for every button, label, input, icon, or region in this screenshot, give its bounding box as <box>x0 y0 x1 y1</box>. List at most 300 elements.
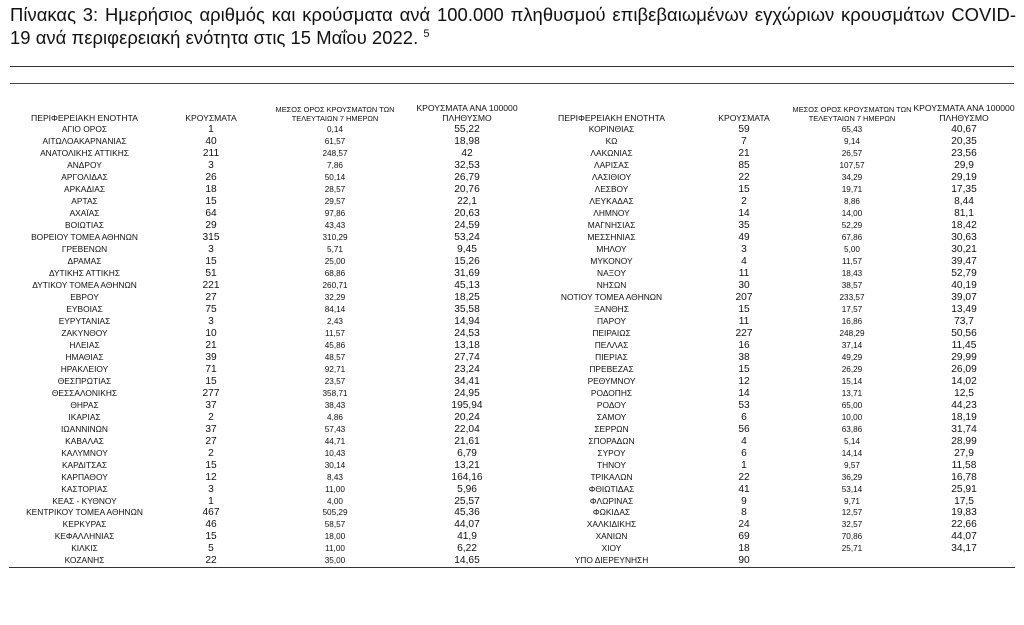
right-region-cell: ΝΗΣΩΝ <box>596 280 627 291</box>
right-avg7-cell: 70,86 <box>841 532 863 542</box>
table-row <box>9 387 1015 399</box>
table-row <box>9 304 1015 316</box>
left-per100k-cell: 31,69 <box>454 268 480 280</box>
left-per100k-cell: 27,74 <box>454 351 480 363</box>
covid-cases-table <box>9 103 1015 568</box>
left-cases-cell: 221 <box>202 280 220 292</box>
left-avg7-cell: 18,00 <box>324 532 346 542</box>
right-cases-cell: 49 <box>738 232 750 244</box>
right-avg7-cell: 26,57 <box>841 149 863 159</box>
left-avg7-cell: 260,71 <box>322 281 348 291</box>
right-avg7-cell: 248,29 <box>839 328 865 338</box>
table-row <box>9 256 1015 268</box>
right-cases-cell: 14 <box>738 208 750 220</box>
right-cases-cell: 22 <box>738 471 750 483</box>
left-avg7-cell: 45,86 <box>324 340 346 350</box>
right-avg7-cell: 37,14 <box>841 340 863 350</box>
right-cases-cell: 69 <box>738 531 750 543</box>
right-per100k-cell <box>913 555 1015 567</box>
left-cases-cell: 39 <box>205 351 217 363</box>
right-per100k-cell: 11,45 <box>951 339 977 351</box>
left-avg7-cell: 48,57 <box>324 352 346 362</box>
left-per100k-cell: 24,53 <box>454 327 480 339</box>
right-region-cell: ΦΩΚΙΔΑΣ <box>592 507 631 518</box>
right-avg7-cell: 107,57 <box>839 161 865 171</box>
left-per100k-cell: 45,13 <box>454 280 480 292</box>
right-avg7-cell: 32,57 <box>841 520 863 530</box>
left-region-cell: ΔΡΑΜΑΣ <box>67 256 102 267</box>
right-per100k-cell: 30,63 <box>951 232 977 244</box>
table-row <box>9 531 1015 543</box>
left-region-cell: ΔΥΤΙΚΗΣ ΑΤΤΙΚΗΣ <box>48 268 120 279</box>
left-per100k-cell: 42 <box>461 148 473 160</box>
header-rule <box>10 83 1014 84</box>
right-region-cell: ΝΑΞΟΥ <box>597 268 626 279</box>
right-per100k-cell: 26,09 <box>951 363 977 375</box>
right-region-cell: ΜΗΛΟΥ <box>596 244 627 255</box>
right-cases-cell: 38 <box>738 351 750 363</box>
right-avg7-cell: 5,00 <box>844 245 860 255</box>
left-cases-cell: 2 <box>208 411 214 423</box>
right-per100k-cell: 12,5 <box>954 387 974 399</box>
right-avg7-cell: 9,14 <box>844 137 860 147</box>
right-cases-cell: 12 <box>738 375 750 387</box>
right-cases-cell: 22 <box>738 172 750 184</box>
right-per100k-cell: 39,07 <box>951 292 977 304</box>
left-per100k-cell: 14,94 <box>454 315 480 327</box>
right-cases-cell: 24 <box>738 519 750 531</box>
right-avg7-cell: 19,71 <box>841 185 863 195</box>
right-avg7-cell: 12,57 <box>841 508 863 518</box>
left-avg7-cell: 35,00 <box>262 555 408 567</box>
right-avg7-cell: 15,14 <box>841 376 863 386</box>
right-region-cell: ΜΕΣΣΗΝΙΑΣ <box>587 232 636 243</box>
left-per100k-cell: 25,57 <box>454 495 480 507</box>
right-per100k-cell: 31,74 <box>951 423 977 435</box>
right-cases-cell: 6 <box>741 411 747 423</box>
left-per100k-cell: 5,96 <box>457 483 477 495</box>
right-per100k-cell: 50,56 <box>951 327 977 339</box>
left-per100k-cell: 26,79 <box>454 172 480 184</box>
left-per100k-cell: 20,76 <box>454 184 480 196</box>
right-cases-cell: 16 <box>738 339 750 351</box>
left-region-cell: ΔΥΤΙΚΟΥ ΤΟΜΕΑ ΑΘΗΝΩΝ <box>32 280 137 291</box>
left-avg7-cell: 32,29 <box>324 293 346 303</box>
left-cases-cell: 37 <box>205 423 217 435</box>
right-cases-cell: 7 <box>741 136 747 148</box>
left-per100k-cell: 195,94 <box>451 399 483 411</box>
right-region-cell: ΛΕΣΒΟΥ <box>594 184 629 195</box>
right-cases-cell: 2 <box>741 196 747 208</box>
right-cases-cell: 90 <box>697 555 791 567</box>
right-per100k-cell: 18,42 <box>951 220 977 232</box>
left-cases-cell: 1 <box>208 495 214 507</box>
right-per100k-cell: 27,9 <box>954 447 974 459</box>
right-cases-cell: 4 <box>741 256 747 268</box>
right-per100k-cell: 40,67 <box>951 124 977 136</box>
left-per100k-cell: 44,07 <box>454 519 480 531</box>
right-avg7-cell: 38,57 <box>841 281 863 291</box>
right-per100k-cell: 40,19 <box>951 280 977 292</box>
right-cases-cell: 227 <box>735 327 753 339</box>
left-avg7-cell: 2,43 <box>327 316 343 326</box>
left-per100k-cell: 22,1 <box>457 196 477 208</box>
left-region-cell: ΚΑΛΥΜΝΟΥ <box>61 447 108 458</box>
right-avg7-cell: 9,57 <box>844 460 860 470</box>
left-cases-cell: 467 <box>202 507 220 519</box>
left-avg7-cell: 28,57 <box>324 185 346 195</box>
right-region-cell: ΞΑΝΘΗΣ <box>594 304 629 315</box>
right-per100k-cell: 25,91 <box>951 483 977 495</box>
left-region-cell: ΚΑΡΠΑΘΟΥ <box>61 471 108 482</box>
left-cases-cell: 22 <box>160 555 262 567</box>
left-cases-cell: 71 <box>205 363 217 375</box>
table-row <box>9 172 1015 184</box>
right-per100k-cell: 34,17 <box>951 543 977 555</box>
right-per100k-cell: 20,35 <box>951 136 977 148</box>
left-per100k-cell: 24,95 <box>454 387 480 399</box>
right-per100k-cell: 17,35 <box>951 184 977 196</box>
left-per100k-cell: 20,63 <box>454 208 480 220</box>
left-cases-cell: 37 <box>205 399 217 411</box>
left-cases-cell: 40 <box>205 136 217 148</box>
right-cases-cell: 35 <box>738 220 750 232</box>
left-per100k-cell: 14,65 <box>408 555 526 567</box>
right-per100k-cell: 30,21 <box>951 244 977 256</box>
left-cases-cell: 29 <box>205 220 217 232</box>
right-cases-cell: 30 <box>738 280 750 292</box>
header-cases-left: ΚΡΟΥΣΜΑΤΑ <box>185 113 237 123</box>
left-cases-cell: 10 <box>205 327 217 339</box>
left-avg7-cell: 11,00 <box>325 544 345 554</box>
left-region-cell: ΓΡΕΒΕΝΩΝ <box>61 244 108 255</box>
right-avg7-cell: 14,14 <box>841 448 863 458</box>
table-row <box>9 280 1015 292</box>
table-row <box>9 483 1015 495</box>
left-per100k-cell: 15,26 <box>454 256 480 268</box>
table-caption <box>10 3 1016 49</box>
left-region-cell: ΘΗΡΑΣ <box>70 399 99 410</box>
left-avg7-cell: 43,43 <box>324 221 346 231</box>
left-per100k-cell: 20,24 <box>454 411 480 423</box>
left-region-cell: ΑΧΑΪΑΣ <box>69 208 100 219</box>
right-avg7-cell: 34,29 <box>841 173 863 183</box>
table-row <box>9 471 1015 483</box>
table-row <box>9 124 1015 136</box>
left-cases-cell: 3 <box>208 244 214 256</box>
left-per100k-cell: 55,22 <box>454 124 480 136</box>
right-cases-cell: 85 <box>738 160 750 172</box>
left-per100k-cell: 18,25 <box>454 292 480 304</box>
table-row <box>9 268 1015 280</box>
right-cases-cell: 207 <box>735 292 753 304</box>
right-avg7-cell: 9,71 <box>844 496 860 506</box>
table-body <box>9 124 1015 567</box>
right-avg7-cell: 52,29 <box>841 221 863 231</box>
table-row <box>9 459 1015 471</box>
left-per100k-cell: 32,53 <box>454 160 480 172</box>
right-cases-cell: 41 <box>738 483 750 495</box>
left-cases-cell: 27 <box>205 292 217 304</box>
table-row <box>9 148 1015 160</box>
left-avg7-cell: 248,57 <box>322 149 348 159</box>
caption-text: Πίνακας 3: Ημερήσιος αριθμός και κρούσματα ανά 100.000 πληθυσμού επιβεβαιωμένων εγχώριων κρουσμάτων COVID-19 ανά περιφερειακή ενότητα στις 15 Μαΐου 2022. <box>10 4 1016 48</box>
right-region-cell: ΦΘΙΩΤΙΔΑΣ <box>588 483 635 494</box>
right-region-cell: ΛΕΥΚΑΔΑΣ <box>589 196 634 207</box>
left-region-cell: ΖΑΚΥΝΘΟΥ <box>61 327 108 338</box>
left-region-cell: ΚΑΡΔΙΤΣΑΣ <box>61 459 108 470</box>
right-avg7-cell: 233,57 <box>839 293 865 303</box>
left-per100k-cell: 24,59 <box>454 220 480 232</box>
right-per100k-cell: 19,83 <box>951 507 977 519</box>
right-per100k-cell: 28,99 <box>951 435 977 447</box>
left-per100k-cell: 13,18 <box>454 339 480 351</box>
left-avg7-cell: 61,57 <box>324 137 346 147</box>
left-avg7-cell: 92,71 <box>324 364 346 374</box>
left-cases-cell: 15 <box>205 375 217 387</box>
right-region-cell: ΧΑΝΙΩΝ <box>595 531 628 542</box>
right-cases-cell: 15 <box>738 304 750 316</box>
right-avg7-cell: 63,86 <box>841 424 863 434</box>
left-per100k-cell: 23,24 <box>454 363 480 375</box>
table-row <box>9 316 1015 328</box>
left-avg7-cell: 310,29 <box>322 233 348 243</box>
right-cases-cell: 15 <box>738 363 750 375</box>
right-avg7-cell <box>791 555 913 567</box>
right-cases-cell: 53 <box>738 399 750 411</box>
left-region-cell: ΚΑΒΑΛΑΣ <box>65 435 104 446</box>
left-avg7-cell: 44,71 <box>324 436 346 446</box>
right-per100k-cell: 23,56 <box>951 148 977 160</box>
right-region-cell: ΛΑΣΙΘΙΟΥ <box>591 172 632 183</box>
left-cases-cell: 277 <box>202 387 220 399</box>
right-per100k-cell: 18,19 <box>951 411 977 423</box>
table-row <box>9 292 1015 304</box>
left-avg7-cell: 0,14 <box>327 125 343 135</box>
right-region-cell: ΝΟΤΙΟΥ ΤΟΜΕΑ ΑΘΗΝΩΝ <box>560 292 663 303</box>
left-avg7-cell: 5,71 <box>327 245 343 255</box>
table-row <box>9 519 1015 531</box>
left-avg7-cell: 58,57 <box>324 520 346 530</box>
left-avg7-cell: 25,00 <box>324 257 346 267</box>
right-region-cell: ΜΑΓΝΗΣΙΑΣ <box>587 220 636 231</box>
right-cases-cell: 11 <box>738 268 750 280</box>
right-avg7-cell: 10,00 <box>841 412 863 422</box>
left-region-cell: ΗΜΑΘΙΑΣ <box>65 351 104 362</box>
left-region-cell: ΑΡΚΑΔΙΑΣ <box>63 184 106 195</box>
right-cases-cell: 6 <box>741 447 747 459</box>
left-avg7-cell: 11,57 <box>325 328 345 338</box>
right-per100k-cell: 29,19 <box>951 172 977 184</box>
right-per100k-cell: 39,47 <box>951 256 977 268</box>
right-per100k-cell: 22,66 <box>951 519 977 531</box>
right-region-cell: ΛΑΚΩΝΙΑΣ <box>590 148 633 159</box>
header-region-right: ΠΕΡΙΦΕΡΕΙΑΚΗ ΕΝΟΤΗΤΑ <box>558 113 665 123</box>
left-cases-cell: 3 <box>208 483 214 495</box>
left-region-cell: ΚΕΦΑΛΛΗΝΙΑΣ <box>54 531 115 542</box>
left-avg7-cell: 8,43 <box>327 472 343 482</box>
right-cases-cell: 1 <box>741 459 747 471</box>
header-row <box>9 103 1015 124</box>
right-cases-cell: 3 <box>741 244 747 256</box>
left-per100k-cell: 35,58 <box>454 304 480 316</box>
right-cases-cell: 56 <box>738 423 750 435</box>
left-region-cell: ΚΙΛΚΙΣ <box>71 543 98 554</box>
left-cases-cell: 75 <box>205 304 217 316</box>
left-per100k-cell: 34,41 <box>454 375 480 387</box>
right-avg7-cell: 25,71 <box>841 544 863 554</box>
left-cases-cell: 26 <box>205 172 217 184</box>
table-row <box>9 543 1015 555</box>
left-avg7-cell: 68,86 <box>324 269 346 279</box>
right-avg7-cell: 17,57 <box>841 305 863 315</box>
right-per100k-cell: 52,79 <box>951 268 977 280</box>
left-region-cell: ΕΥΒΟΙΑΣ <box>66 304 103 315</box>
left-per100k-cell: 6,79 <box>457 447 477 459</box>
right-cases-cell: 15 <box>738 184 750 196</box>
right-per100k-cell: 8,44 <box>954 196 974 208</box>
left-cases-cell: 3 <box>208 315 214 327</box>
right-region-cell: ΦΛΩΡΙΝΑΣ <box>589 495 634 506</box>
right-region-cell: ΚΩ <box>605 136 618 147</box>
left-per100k-cell: 22,04 <box>454 423 480 435</box>
header-region-left: ΠΕΡΙΦΕΡΕΙΑΚΗ ΕΝΟΤΗΤΑ <box>31 113 138 123</box>
right-region-cell: ΤΡΙΚΑΛΩΝ <box>590 471 633 482</box>
left-per100k-cell: 45,36 <box>454 507 480 519</box>
left-per100k-cell: 18,98 <box>454 136 480 148</box>
left-avg7-cell: 7,86 <box>327 161 343 171</box>
table-row <box>9 184 1015 196</box>
table-row <box>9 220 1015 232</box>
left-region-cell: ΚΟΖΑΝΗΣ <box>9 555 160 567</box>
left-cases-cell: 21 <box>205 339 217 351</box>
table-row <box>9 411 1015 423</box>
right-region-cell: ΤΗΝΟΥ <box>596 459 627 470</box>
right-region-cell: ΡΟΔΟΥ <box>596 399 627 410</box>
table-row <box>9 363 1015 375</box>
right-cases-cell: 21 <box>738 148 750 160</box>
right-per100k-cell: 44,07 <box>951 531 977 543</box>
right-per100k-cell: 14,02 <box>951 375 977 387</box>
right-cases-cell: 8 <box>741 507 747 519</box>
left-avg7-cell: 50,14 <box>324 173 346 183</box>
left-per100k-cell: 21,61 <box>454 435 480 447</box>
table-row <box>9 351 1015 363</box>
left-per100k-cell: 6,22 <box>457 543 477 555</box>
table-row <box>9 423 1015 435</box>
table-row <box>9 232 1015 244</box>
left-per100k-cell: 164,16 <box>451 471 483 483</box>
right-region-cell: ΠΑΡΟΥ <box>596 315 627 326</box>
left-cases-cell: 3 <box>208 160 214 172</box>
left-region-cell: ΒΟΡΕΙΟΥ ΤΟΜΕΑ ΑΘΗΝΩΝ <box>31 232 138 243</box>
right-avg7-cell: 65,00 <box>841 400 863 410</box>
left-avg7-cell: 4,86 <box>327 412 343 422</box>
right-avg7-cell: 26,29 <box>841 364 863 374</box>
right-per100k-cell: 44,23 <box>951 399 977 411</box>
left-cases-cell: 15 <box>205 459 217 471</box>
left-cases-cell: 15 <box>205 256 217 268</box>
right-avg7-cell: 13,71 <box>841 388 863 398</box>
left-region-cell: ΑΓΙΟ ΟΡΟΣ <box>61 124 108 135</box>
right-avg7-cell: 36,29 <box>841 472 863 482</box>
right-avg7-cell: 18,43 <box>841 269 863 279</box>
left-region-cell: ΑΝΑΤΟΛΙΚΗΣ ΑΤΤΙΚΗΣ <box>40 148 129 159</box>
right-avg7-cell: 67,86 <box>841 233 863 243</box>
left-region-cell: ΑΝΔΡΟΥ <box>67 160 102 171</box>
right-per100k-cell: 13,49 <box>951 304 977 316</box>
table-row <box>9 136 1015 148</box>
right-region-cell: ΠΕΙΡΑΙΩΣ <box>592 327 631 338</box>
right-region-cell: ΧΙΟΥ <box>601 543 622 554</box>
right-cases-cell: 14 <box>738 387 750 399</box>
left-cases-cell: 64 <box>205 208 217 220</box>
right-cases-cell: 18 <box>738 543 750 555</box>
right-per100k-cell: 73,7 <box>954 315 974 327</box>
left-avg7-cell: 11,00 <box>325 484 345 494</box>
left-per100k-cell: 53,24 <box>454 232 480 244</box>
left-per100k-cell: 41,9 <box>457 531 477 543</box>
right-avg7-cell: 14,00 <box>841 209 863 219</box>
left-region-cell: ΙΚΑΡΙΑΣ <box>68 411 101 422</box>
left-region-cell: ΗΡΑΚΛΕΙΟΥ <box>60 363 109 374</box>
left-region-cell: ΑΡΤΑΣ <box>71 196 98 207</box>
left-cases-cell: 51 <box>205 268 217 280</box>
right-region-cell: ΚΟΡΙΝΘΙΑΣ <box>588 124 635 135</box>
right-region-cell: ΛΗΜΝΟΥ <box>593 208 630 219</box>
right-region-cell: ΥΠΟ ΔΙΕΡΕΥΝΗΣΗ <box>526 555 697 567</box>
footnote-reference[interactable]: 5 <box>423 28 430 40</box>
right-region-cell: ΧΑΛΚΙΔΙΚΗΣ <box>586 519 637 530</box>
left-per100k-cell: 9,45 <box>457 244 477 256</box>
right-avg7-cell: 5,14 <box>844 436 860 446</box>
right-per100k-cell: 81,1 <box>954 208 974 220</box>
left-region-cell: ΚΕΑΣ - ΚΥΘΝΟΥ <box>52 495 117 506</box>
right-per100k-cell: 17,5 <box>954 495 974 507</box>
left-region-cell: ΗΛΕΙΑΣ <box>69 339 100 350</box>
left-cases-cell: 211 <box>202 148 220 160</box>
table-row <box>9 555 1015 567</box>
left-avg7-cell: 38,43 <box>324 400 346 410</box>
left-cases-cell: 27 <box>205 435 217 447</box>
table-header <box>9 103 1015 124</box>
left-avg7-cell: 23,57 <box>324 376 346 386</box>
left-region-cell: ΕΒΡΟΥ <box>70 292 99 303</box>
right-region-cell: ΡΟΔΟΠΗΣ <box>590 387 633 398</box>
right-avg7-cell: 16,86 <box>841 316 863 326</box>
right-region-cell: ΠΕΛΛΑΣ <box>594 339 629 350</box>
right-per100k-cell: 29,9 <box>954 160 974 172</box>
left-avg7-cell: 4,00 <box>327 496 343 506</box>
top-rule <box>10 66 1014 67</box>
left-avg7-cell: 10,43 <box>324 448 346 458</box>
right-avg7-cell: 53,14 <box>841 484 863 494</box>
table-row <box>9 507 1015 519</box>
table-row <box>9 208 1015 220</box>
left-avg7-cell: 57,43 <box>324 424 346 434</box>
right-region-cell: ΣΑΜΟΥ <box>596 411 627 422</box>
right-region-cell: ΣΕΡΡΩΝ <box>594 423 629 434</box>
left-region-cell: ΑΙΤΩΛΟΑΚΑΡΝΑΝΙΑΣ <box>42 136 127 147</box>
header-avg7-left: ΜΕΣΟΣ ΟΡΟΣ ΚΡΟΥΣΜΑΤΩΝ ΤΩΝ ΤΕΛΕΥΤΑΙΩΝ 7 ΗΜΕΡΩΝ <box>275 105 395 123</box>
left-region-cell: ΑΡΓΟΛΙΔΑΣ <box>61 172 108 183</box>
left-cases-cell: 12 <box>205 471 217 483</box>
table-row <box>9 160 1015 172</box>
left-avg7-cell: 97,86 <box>324 209 346 219</box>
right-avg7-cell: 49,29 <box>841 352 863 362</box>
right-cases-cell: 59 <box>738 124 750 136</box>
right-cases-cell: 9 <box>741 495 747 507</box>
